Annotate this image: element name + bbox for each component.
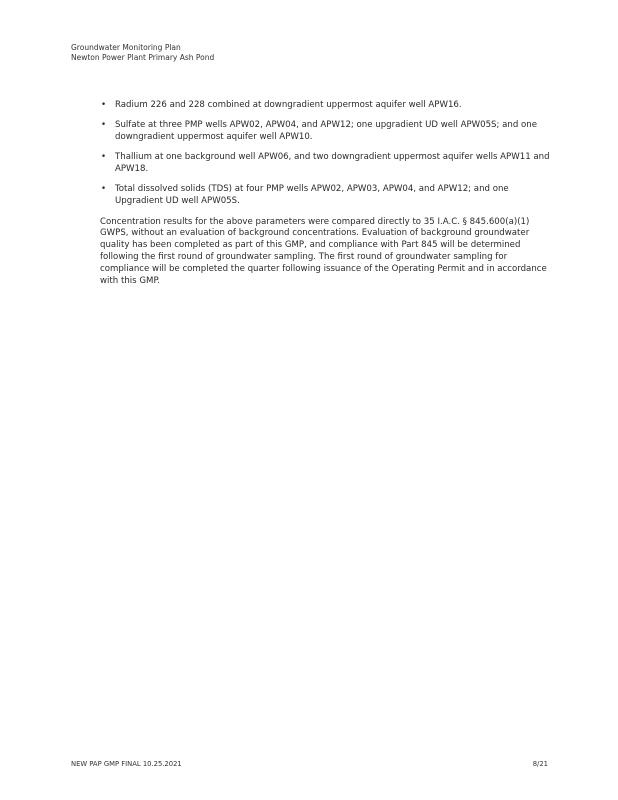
bullet-list [100, 100, 550, 208]
bullet-icon: • [101, 120, 107, 131]
list-item [100, 120, 550, 144]
list-item-text: Radium 226 and 228 combined at downgradient uppermost aquifer well APW16. [115, 100, 462, 110]
bullet-icon: • [101, 152, 107, 163]
list-item-text: Total dissolved solids (TDS) at four PMP wells APW02, APW03, APW04, and APW12; and one Upgradient UD well APW05S. [115, 184, 509, 207]
list-item-text: Sulfate at three PMP wells APW02, APW04, and APW12; one upgradient UD well APW05S; and one downgradient uppermost aquifer well APW10. [115, 120, 538, 143]
header-subtitle: Newton Power Plant Primary Ash Pond [71, 53, 215, 62]
list-item [100, 152, 550, 176]
document-header [71, 43, 214, 63]
body-paragraph: Concentration results for the above parameters were compared directly to 35 I.A.C. § 845.600(a)(1) GWPS, without an evaluation of background concentrations. Evaluation of background groundwater quality has been completed as part of this GMP, and compliance with Part 845 will be determined following the first round of groundwater sampling. The first round of groundwater sampling for compliance will be completed the quarter following issuance of the Operating Permit and in accordance with this GMP. [100, 216, 547, 286]
list-item [100, 100, 550, 112]
header-title: Groundwater Monitoring Plan [71, 43, 181, 52]
bullet-icon: • [101, 100, 107, 110]
list-item-text: Thallium at one background well APW06, and two downgradient uppermost aquifer wells APW11 and APW18. [115, 152, 550, 175]
footer-document-id: NEW PAP GMP FINAL 10.25.2021 [71, 760, 182, 768]
document-body [100, 100, 550, 296]
list-item [100, 184, 550, 208]
bullet-icon: • [101, 184, 107, 195]
page-number: 8/21 [532, 760, 548, 768]
